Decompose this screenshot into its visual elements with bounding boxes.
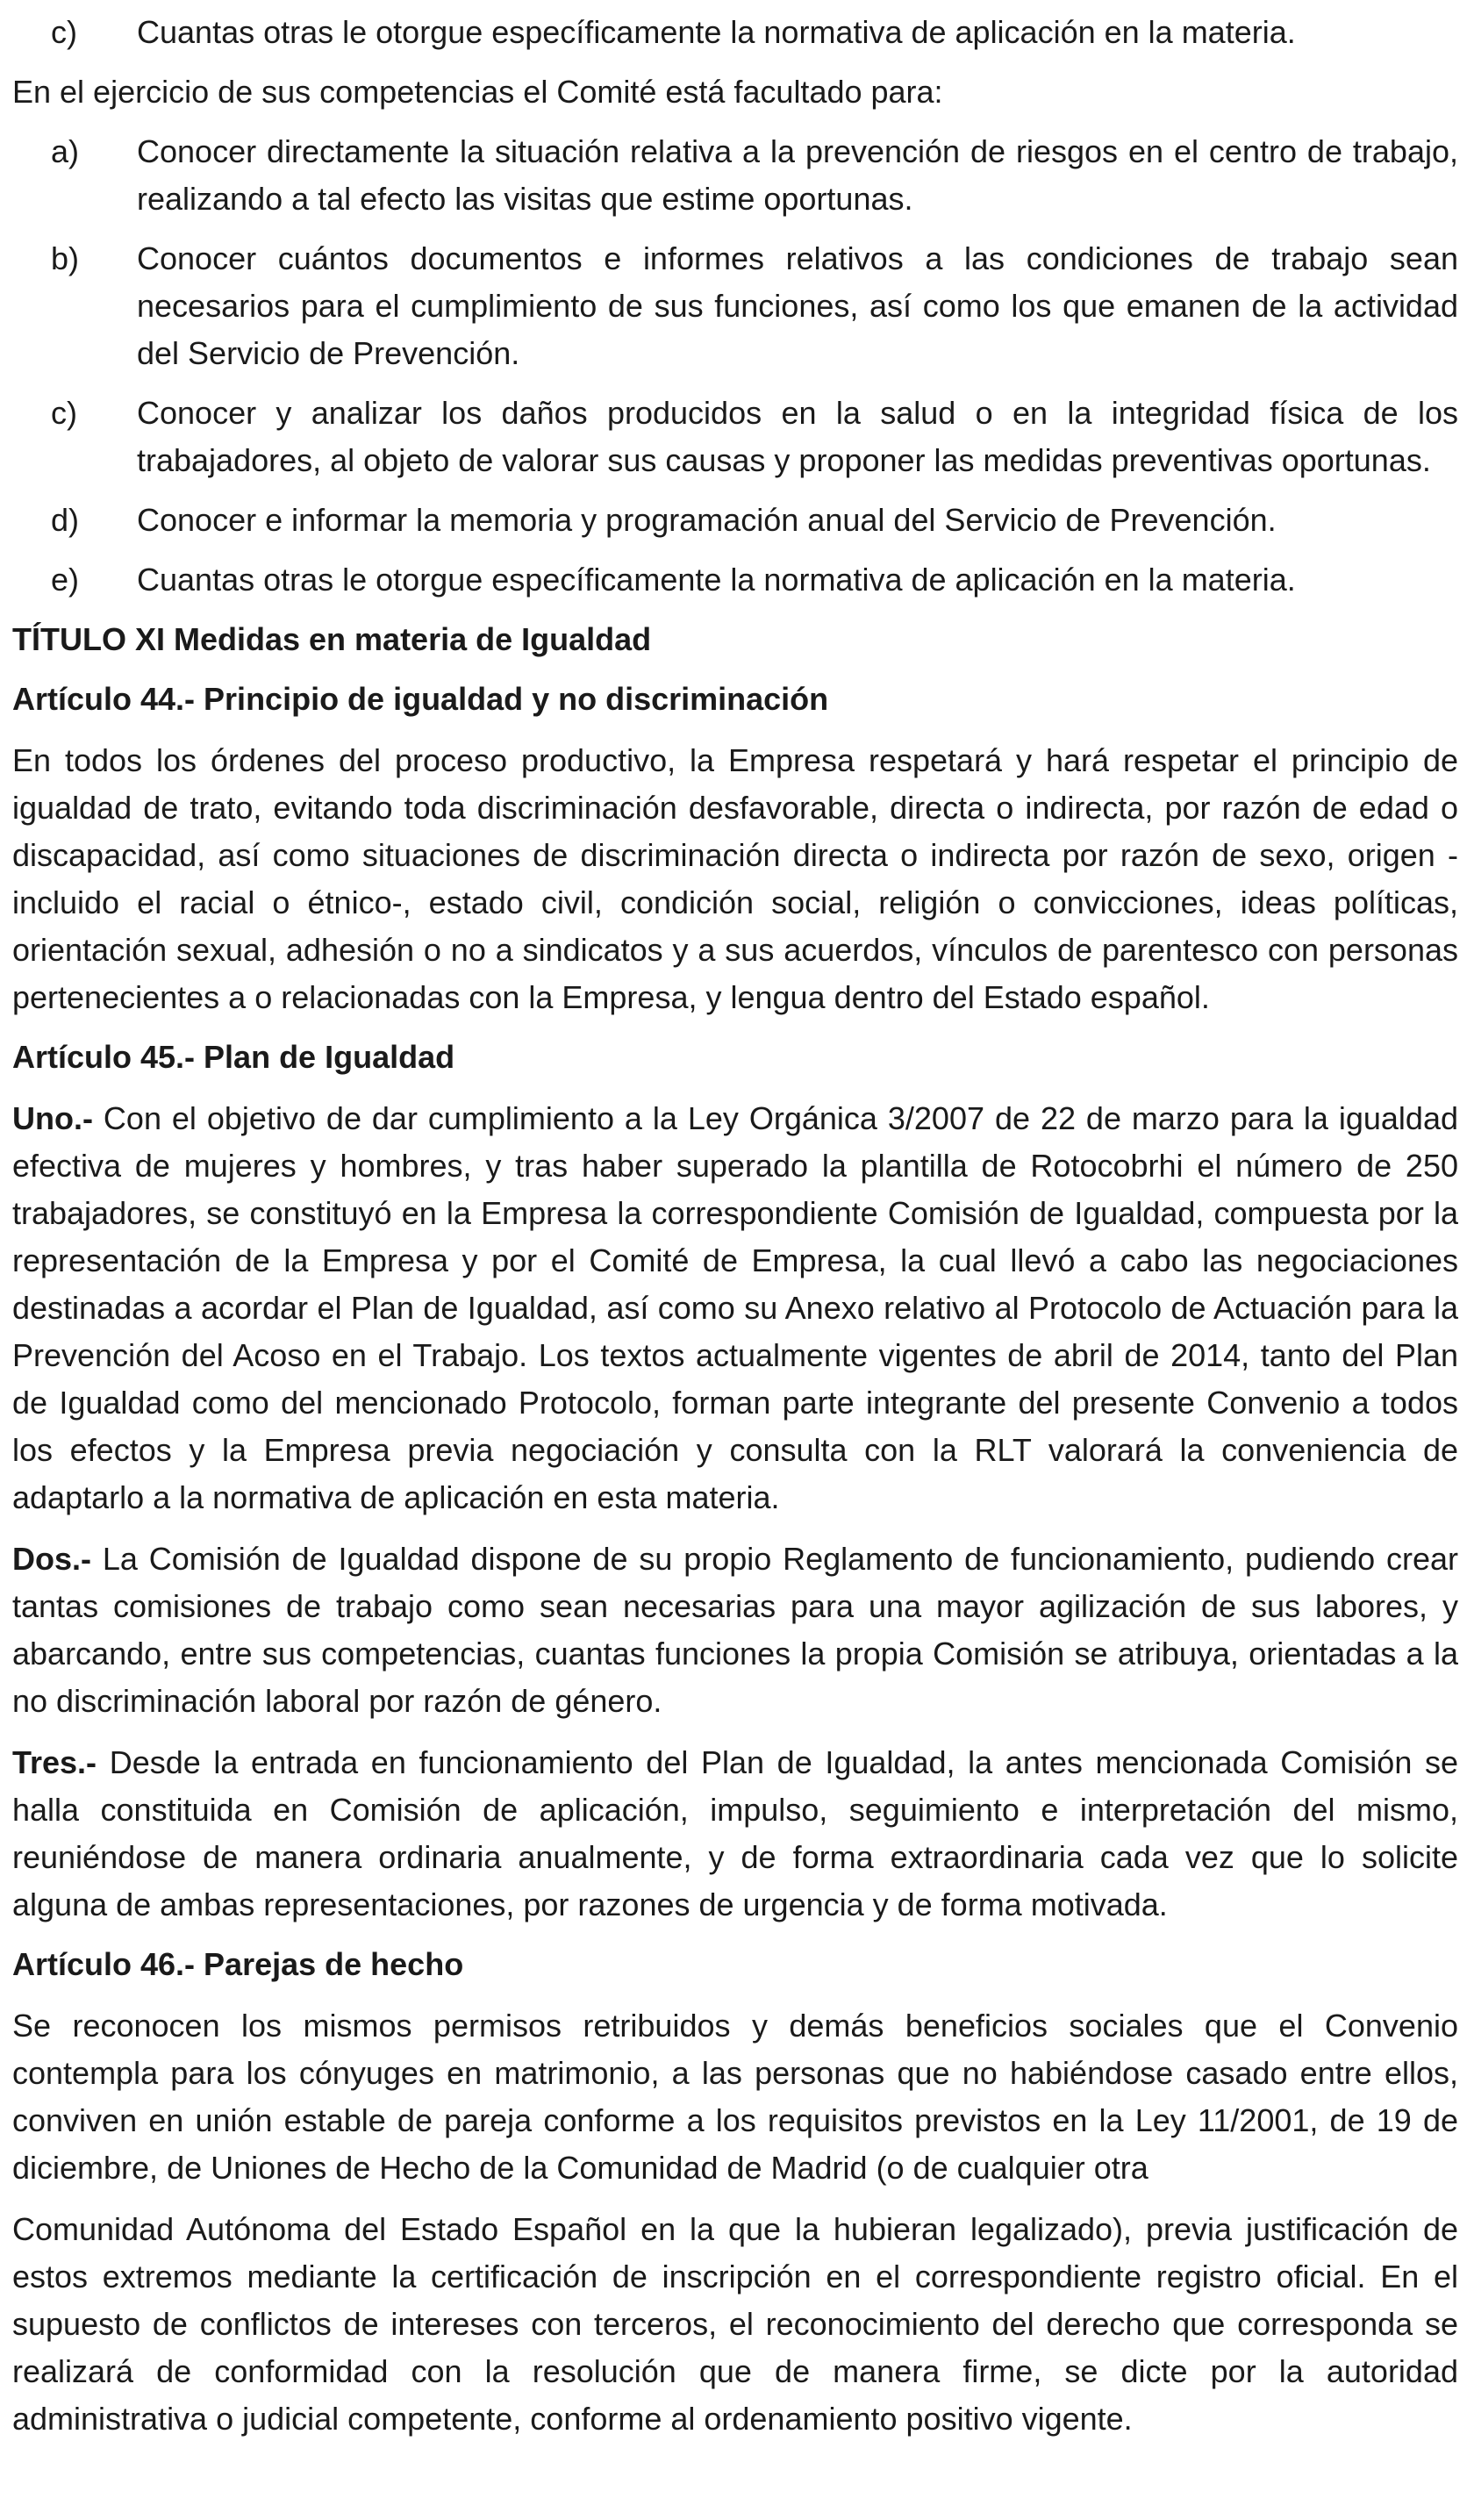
article-44-heading: Artículo 44.- Principio de igualdad y no discriminación [12,681,829,717]
list-item-text: Conocer cuántos documentos e informes relativos a las condiciones de trabajo sean necesarios para el cumplimiento de sus funciones, así como los que emanen de la actividad del Servicio de Prevención. [137,240,1458,371]
paragraph-lead: Tres.- [12,1744,97,1780]
list-item-intro-c [12,9,1458,56]
article-45-heading: Artículo 45.- Plan de Igualdad [12,1039,455,1075]
list-item-text: Cuantas otras le otorgue específicamente la normativa de aplicación en la materia. [137,562,1296,598]
facultad-item-d [12,497,1458,544]
list-item-text: Conocer y analizar los daños producidos en la salud o en la integridad física de los trabajadores, al objeto de valorar sus causas y proponer las medidas preventivas oportunas. [137,395,1458,478]
list-item-text: Conocer directamente la situación relativa a la prevención de riesgos en el centro de trabajo, realizando a tal efecto las visitas que estime oportunas. [137,133,1458,217]
list-marker: a) [51,133,80,169]
list-item-text: Cuantas otras le otorgue específicamente la normativa de aplicación en la materia. [137,14,1296,50]
facultad-item-c [12,390,1458,484]
list-item-text: Conocer e informar la memoria y programación anual del Servicio de Prevención. [137,502,1277,538]
list-marker: c) [51,395,77,431]
article-44-body: En todos los órdenes del proceso productivo, la Empresa respetará y hará respetar el principio de igualdad de trato, evitando toda discriminación desfavorable, directa o indirecta, por razón de edad o discapacidad, así como situaciones de discriminación directa o indirecta por razón de sexo, origen - incluido el racial o étnico-, estado civil, condición social, religión o convicciones, ideas políticas, orientación sexual, adhesión o no a sindicatos y a sus acuerdos, vínculos de parentesco con personas pertenecientes a o relacionadas con la Empresa, y lengua dentro del Estado español. [12,742,1458,1015]
facultad-item-b [12,235,1458,377]
facultad-item-e [12,556,1458,604]
article-45-dos-paragraph [12,1536,1458,1725]
facultad-item-a [12,128,1458,223]
list-marker: c) [51,14,77,50]
article-45-uno-paragraph [12,1095,1458,1521]
list-marker: e) [51,562,80,598]
paragraph-text: La Comisión de Igualdad dispone de su propio Reglamento de funcionamiento, pudiendo crear tantas comisiones de trabajo como sean necesarias para una mayor agilización de sus labores, y abarcando, entre sus competencias, cuantas funciones la propia Comisión se atribuya, orientadas a la no discriminación laboral por razón de género. [12,1541,1458,1719]
list-marker: d) [51,502,80,538]
list-marker: b) [51,240,80,276]
article-46-body-1: Se reconocen los mismos permisos retribuidos y demás beneficios sociales que el Convenio contempla para los cónyuges en matrimonio, a las personas que no habiéndose casado entre ellos, conviven en unión estable de pareja conforme a los requisitos previstos en la Ley 11/2001, de 19 de diciembre, de Uniones de Hecho de la Comunidad de Madrid (o de cualquier otra [12,2008,1458,2186]
article-46-heading: Artículo 46.- Parejas de hecho [12,1946,464,1982]
paragraph-text: Desde la entrada en funcionamiento del Plan de Igualdad, la antes mencionada Comisión se halla constituida en Comisión de aplicación, impulso, seguimiento e interpretación del mismo, reuniéndose de manera ordinaria anualmente, y de forma extraordinaria cada vez que lo solicite alguna de ambas representaciones, por razones de urgencia y de forma motivada. [12,1744,1458,1922]
facultades-intro: En el ejercicio de sus competencias el Comité está facultado para: [12,74,943,110]
paragraph-lead: Dos.- [12,1541,91,1577]
article-46-body-2: Comunidad Autónoma del Estado Español en la que la hubieran legalizado), previa justificación de estos extremos mediante la certificación de inscripción en el correspondiente registro oficial. En el supuesto de conflictos de intereses con terceros, el reconocimiento del derecho que corresponda se realizará de conformidad con la resolución que de manera firme, se dicte por la autoridad administrativa o judicial competente, conforme al ordenamiento positivo vigente. [12,2211,1458,2437]
article-45-tres-paragraph [12,1739,1458,1929]
paragraph-text: Con el objetivo de dar cumplimiento a la Ley Orgánica 3/2007 de 22 de marzo para la igualdad efectiva de mujeres y hombres, y tras haber superado la plantilla de Rotocobrhi el número de 250 trabajadores, se constituyó en la Empresa la correspondiente Comisión de Igualdad, compuesta por la representación de la Empresa y por el Comité de Empresa, la cual llevó a cabo las negociaciones destinadas a acordar el Plan de Igualdad, así como su Anexo relativo al Protocolo de Actuación para la Prevención del Acoso en el Trabajo. Los textos actualmente vigentes de abril de 2014, tanto del Plan de Igualdad como del mencionado Protocolo, forman parte integrante del presente Convenio a todos los efectos y la Empresa previa negociación y consulta con la RLT valorará la conveniencia de adaptarlo a la normativa de aplicación en esta materia. [12,1100,1458,1515]
paragraph-lead: Uno.- [12,1100,93,1136]
titulo-heading: TÍTULO XI Medidas en materia de Igualdad [12,621,652,657]
